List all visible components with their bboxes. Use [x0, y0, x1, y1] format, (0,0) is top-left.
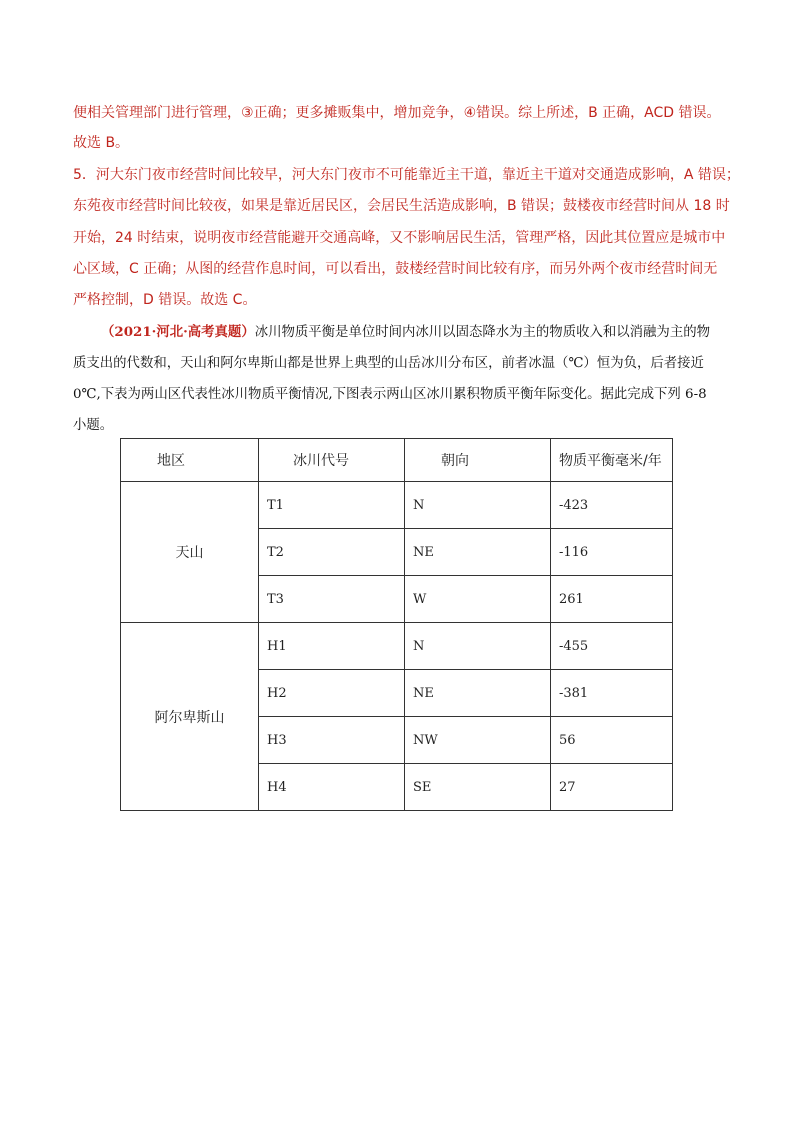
answer-line-2: 故选 B。: [73, 135, 130, 151]
value-cell: 56: [551, 717, 673, 764]
answer-text: ③正确；更多摊贩集中，增加竞争，: [241, 105, 464, 121]
column-header-mass-balance: 物质平衡毫米/年: [551, 439, 673, 482]
direction-cell: NE: [405, 529, 551, 576]
direction-cell: SE: [405, 764, 551, 811]
answer-line-1: [73, 103, 721, 123]
value-cell: 261: [551, 576, 673, 623]
direction-cell: W: [405, 576, 551, 623]
direction-cell: N: [405, 623, 551, 670]
code-cell: H1: [259, 623, 405, 670]
value-cell: 27: [551, 764, 673, 811]
direction-cell: NW: [405, 717, 551, 764]
q5-line: 严格控制，D 错误。故选 C。: [73, 292, 257, 308]
code-cell: T3: [259, 576, 405, 623]
code-cell: T1: [259, 482, 405, 529]
question-source: （2021·河北·高考真题）: [101, 324, 255, 340]
table-row: [121, 623, 673, 670]
q5-line: 东苑夜市经营时间比较夜，如果是靠近居民区，会居民生活造成影响，B 错误；鼓楼夜市经营时间从 18 时: [73, 198, 730, 214]
q5-line: 心区域，C 正确；从图的经营作息时间，可以看出，鼓楼经营时间比较有序，而另外两个夜市经营时间无: [73, 261, 718, 277]
value-cell: -381: [551, 670, 673, 717]
question-line-3: 0℃,下表为两山区代表性冰川物质平衡情况,下图表示两山区冰川累积物质平衡年际变化。据此完成下列 6-8: [73, 387, 707, 402]
code-cell: H4: [259, 764, 405, 811]
region-cell: 天山: [121, 482, 259, 623]
value-cell: -455: [551, 623, 673, 670]
direction-cell: NE: [405, 670, 551, 717]
region-cell: 阿尔卑斯山: [121, 623, 259, 811]
table-row: [121, 482, 673, 529]
question-line-2: 质支出的代数和，天山和阿尔卑斯山都是世界上典型的山岳冰川分布区，前者冰温（℃）恒为负，后者接近: [73, 356, 704, 371]
q5-line: 开始，24 时结束，说明夜市经营能避开交通高峰，又不影响居民生活，管理严格，因此其位置应是城市中: [73, 230, 726, 246]
column-header-direction: 朝向: [405, 439, 551, 482]
question-line-4: 小题。: [73, 418, 114, 433]
answer-text: ④错误。综上所述，B 正确，ACD 错误。: [463, 105, 721, 121]
column-header-code: 冰川代号: [259, 439, 405, 482]
q5-line: 5．河大东门夜市经营时间比较早，河大东门夜市不可能靠近主干道，靠近主干道对交通造成影响，A 错误；: [73, 167, 740, 183]
question-text: 冰川物质平衡是单位时间内冰川以固态降水为主的物质收入和以消融为主的物: [254, 325, 710, 340]
code-cell: H2: [259, 670, 405, 717]
direction-cell: N: [405, 482, 551, 529]
code-cell: H3: [259, 717, 405, 764]
column-header-region: 地区: [121, 439, 259, 482]
code-cell: T2: [259, 529, 405, 576]
glacier-mass-balance-table: [120, 438, 673, 811]
value-cell: -423: [551, 482, 673, 529]
question-line-1: [101, 322, 710, 343]
value-cell: -116: [551, 529, 673, 576]
table-header-row: [121, 439, 673, 482]
answer-text: 便相关管理部门进行管理，: [73, 105, 241, 121]
